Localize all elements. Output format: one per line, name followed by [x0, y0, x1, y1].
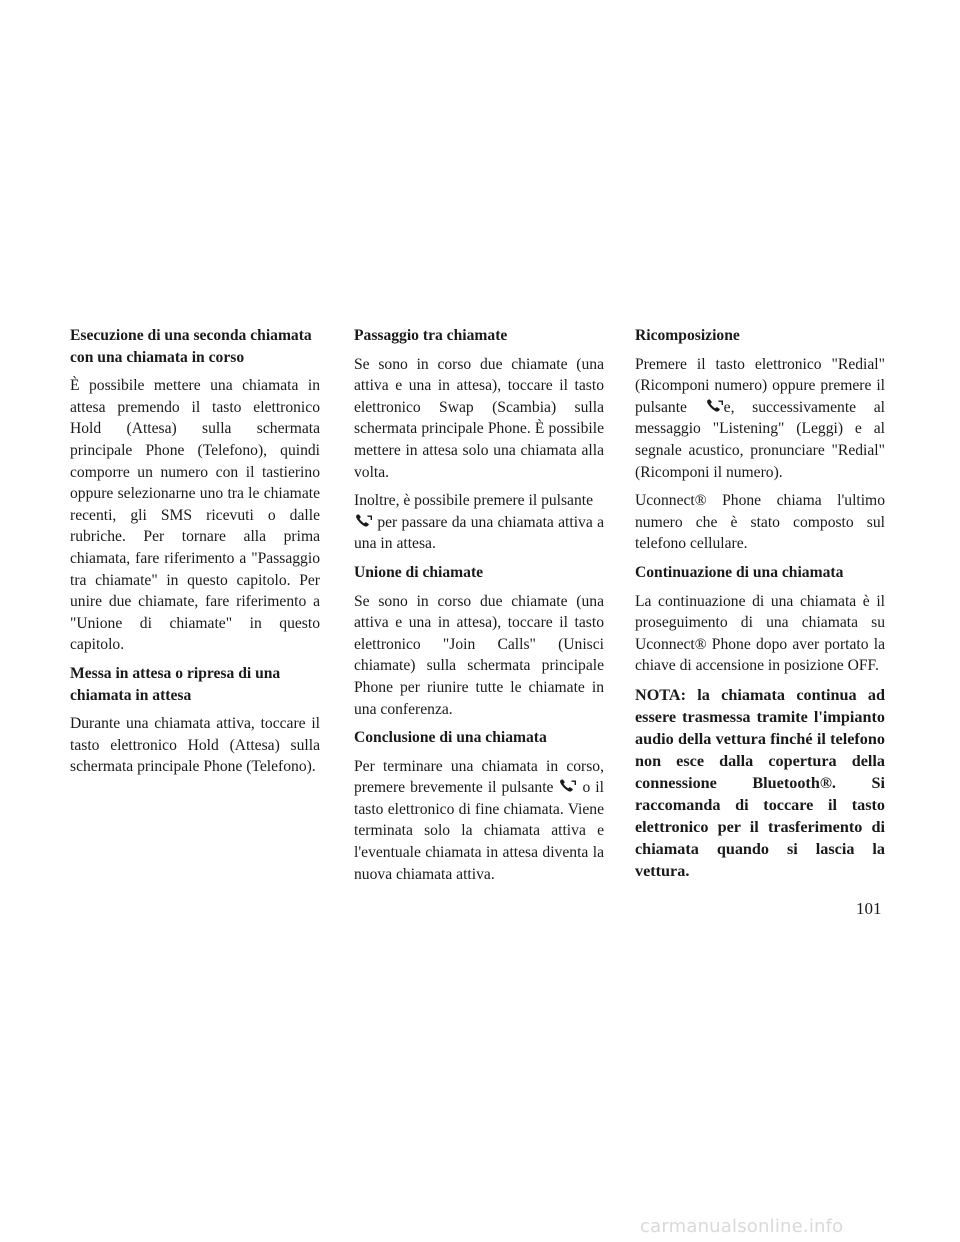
column-right [635, 325, 885, 889]
section-title-hold-resume: Messa in attesa o ripresa di una chiamata in attesa [70, 664, 281, 704]
text-fragment: per passare da una chiamata attiva a una in attesa. [354, 513, 604, 553]
column-left [70, 325, 320, 785]
paragraph-join-calls: Se sono in corso due chiamate (una attiva e una in attesa), toccare il tasto elettronico "Join Calls" (Unisci chiamate) sulla schermata principale Phone per riunire tutte le chiamate in una conferenza. [354, 592, 604, 718]
section-title-second-call: Esecuzione di una seconda chiamata con una chiamata in corso [70, 327, 312, 366]
paragraph-second-call: È possibile mettere una chiamata in attesa premendo il tasto elettronico Hold (Attesa) sulla schermata principale Phone (Telefono), quindi comporre un numero con il tastierino oppure selezionarne uno tra le chiamate recenti, gli SMS ricevuti o dalle rubriche. Per tornare alla prima chiamata, fare riferimento a "Passaggio tra chiamate" in questo capitolo. Per unire due chiamate, fare riferimento a "Unione di chiamate" in questo capitolo. [70, 377, 320, 654]
page-number: 101 [856, 899, 882, 918]
column-middle [354, 325, 604, 892]
paragraph-continue-call: La continuazione di una chiamata è il proseguimento di una chiamata su Uconnect® Phone dopo aver portato la chiave di accensione in posizione OFF. [635, 592, 885, 675]
phone-handset-icon [559, 779, 576, 793]
text-fragment: Inoltre, è possibile premere il pulsante [354, 492, 594, 510]
watermark: carmanualsonline.info [640, 1216, 844, 1237]
section-title-switch-calls: Passaggio tra chiamate [354, 327, 508, 344]
paragraph-end-call [354, 756, 604, 886]
phone-handset-icon [355, 514, 372, 528]
paragraph-redial-info: Uconnect® Phone chiama l'ultimo numero che è stato composto sul telefono cellulare. [635, 492, 885, 553]
text-fragment: Premere il tasto elettronico "Redial" (Ricomponi numero) oppure premere il pulsante [635, 355, 885, 416]
text-fragment: Per terminare una chiamata in corso, premere brevemente il pulsante [354, 757, 604, 797]
paragraph-switch-button [354, 490, 604, 555]
text-fragment: e, successivamente al messaggio "Listening" (Leggi) e al segnale acustico, pronunciare "Redial" (Ricomponi il numero). [635, 398, 885, 481]
section-title-end-call: Conclusione di una chiamata [354, 729, 547, 747]
section-title-join-calls: Unione di chiamate [354, 563, 484, 581]
text-fragment: o il tasto elettronico di fine chiamata. Viene terminata solo la chiamata attiva e l'eventuale chiamata in attesa diventa la nuova chiamata attiva. [354, 779, 604, 883]
paragraph-redial [635, 354, 885, 484]
section-title-redial: Ricomposizione [635, 327, 740, 344]
note-bluetooth: NOTA: la chiamata continua ad essere trasmessa tramite l'impianto audio della vettura finché il telefono non esce dalla copertura della connessione Bluetooth®. Si raccomanda di toccare il tasto elettronico per il trasferimento di chiamata quando si lascia la vettura. [635, 685, 885, 880]
phone-handset-icon [706, 399, 723, 413]
section-title-continue-call: Continuazione di una chiamata [635, 563, 844, 581]
paragraph-hold-resume: Durante una chiamata attiva, toccare il tasto elettronico Hold (Attesa) sulla schermata principale Phone (Telefono). [70, 715, 320, 776]
paragraph-switch-calls: Se sono in corso due chiamate (una attiva e una in attesa), toccare il tasto elettronico Swap (Scambia) sulla schermata principale Phone. È possibile mettere in attesa solo una chiamata alla volta. [354, 355, 604, 481]
